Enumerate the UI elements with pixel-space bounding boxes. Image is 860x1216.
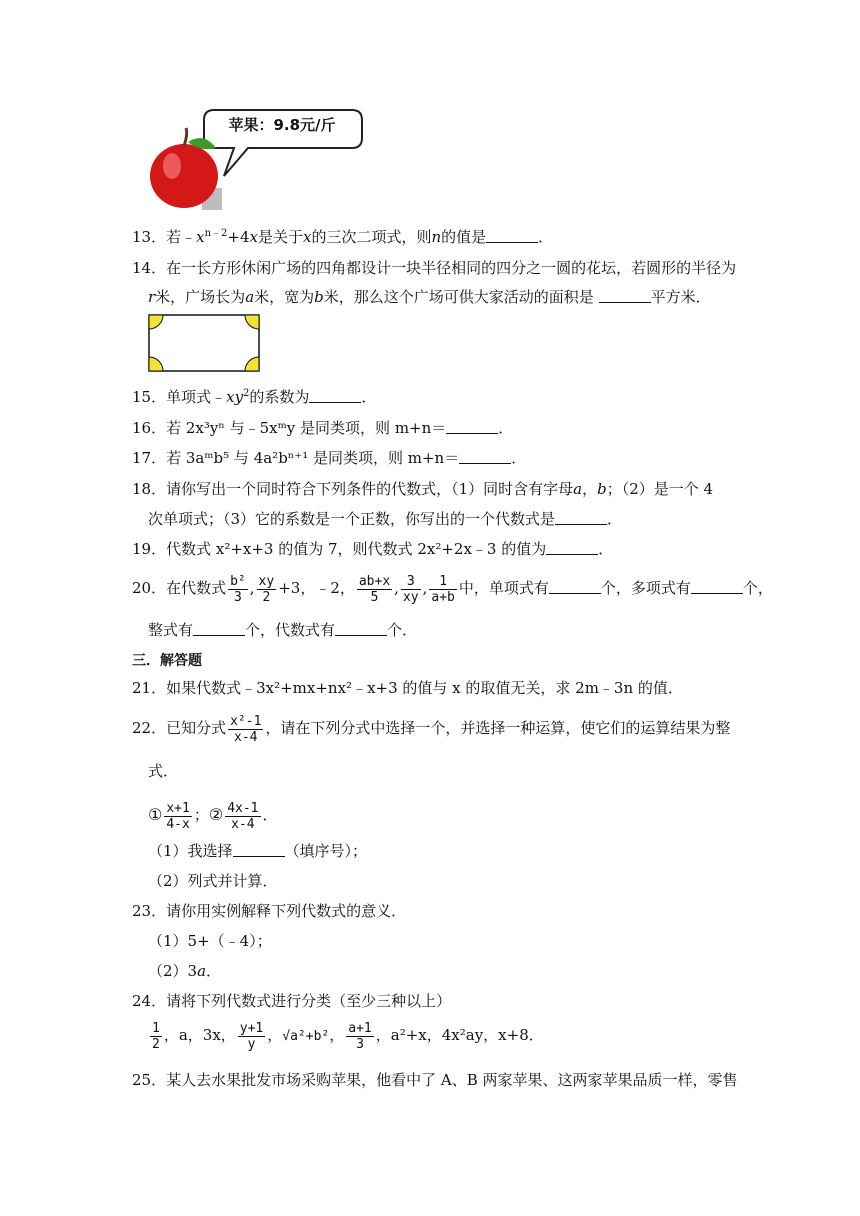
question-number: 13． xyxy=(132,228,167,246)
answer-blank[interactable] xyxy=(599,288,651,303)
question-22-line2: 式． xyxy=(148,762,179,780)
answer-blank[interactable] xyxy=(446,419,498,434)
fraction: $\frac{y+1}{y}$ xyxy=(239,1020,264,1052)
sqrt-expression: √a²+b² xyxy=(282,1029,330,1044)
question-17: 17．若 3aᵐb⁵ 与 4a²bⁿ⁺¹ 是同类项，则 m+n＝ ． xyxy=(132,449,527,467)
fraction: $\frac{3}{xy}$ xyxy=(402,573,419,605)
question-23-part2: （2）3a． xyxy=(148,962,222,980)
question-16: 16．若 2x³yⁿ 与﹣5xᵐy 是同类项，则 m+n＝ ． xyxy=(132,419,514,437)
question-21: 21．如果代数式﹣3x²+mx+nx²﹣x+3 的值与 x 的取值无关，求 2m﹣3n 的值． xyxy=(132,679,683,697)
fraction: $\frac{4x-1}{x-4}$ xyxy=(227,800,259,832)
answer-blank[interactable] xyxy=(549,579,601,594)
answer-blank[interactable] xyxy=(691,579,743,594)
answer-blank[interactable] xyxy=(459,449,511,464)
fraction: $\frac{xy}{2}$ xyxy=(258,573,275,605)
rectangle-plaza-figure xyxy=(148,314,260,376)
question-14: 14．在一长方形休闲广场的四角都设计一块半径相同的四分之一圆的花坛，若圆形的半径为 xyxy=(132,259,737,277)
answer-blank[interactable] xyxy=(546,540,598,555)
fraction: $\frac{ab+x}{5}$ xyxy=(358,573,391,605)
answer-blank[interactable] xyxy=(233,842,285,857)
question-24-expressions: $\frac{1}{2}$ ，a，3x， $\frac{y+1}{y}$ ，√a²+b²， $\frac{a+1}{3}$ ，a²+x，4x²ay，x+8． xyxy=(152,1020,544,1052)
question-23: 23．请你用实例解释下列代数式的意义． xyxy=(132,902,407,920)
question-19: 19．代数式 x²+x+3 的值为 7，则代数式 2x²+2x﹣3 的值为 ． xyxy=(132,540,614,558)
question-14-line2: r米，广场长为a米，宽为b米，那么这个广场可供大家活动的面积是 平方米． xyxy=(148,288,711,306)
fraction: $\frac{\text{x²-1}}{x-4}$ xyxy=(230,713,262,745)
price-label: 苹果：9.8元/斤 xyxy=(228,116,336,134)
question-24: 24．请将下列代数式进行分类（至少三种以上） xyxy=(132,992,452,1010)
question-15: 15．单项式$﹣xy^2$的系数为 ． xyxy=(132,388,377,406)
question-22-options: ① $\frac{x+1}{4-x}$ ；② $\frac{4x-1}{x-4}$ ． xyxy=(148,800,278,832)
answer-blank[interactable] xyxy=(335,621,387,636)
answer-blank[interactable] xyxy=(193,621,245,636)
question-22-part1: （1）我选择 （填序号）； xyxy=(148,842,368,860)
question-25: 25．某人去水果批发市场采购苹果，他看中了 A、B 两家苹果、这两家苹果品质一样，零售 xyxy=(132,1071,738,1089)
fraction: $\frac{\text{b²}}{3}$ xyxy=(230,573,246,605)
question-22: 22．已知分式 $\frac{\text{x²-1}}{x-4}$ ，请在下列分式中选择一个，并选择一种运算，使它们的运算结果为整 xyxy=(132,713,731,745)
fraction: $\frac{1}{a+b}$ xyxy=(431,573,455,605)
question-13: 13．若$﹣x^{n﹣2}+4x$是关于x的三次二项式，则n的值是 ． xyxy=(132,228,554,246)
question-23-part1: （1）5+（﹣4）； xyxy=(148,932,272,950)
apple-price-figure xyxy=(148,104,368,214)
question-18: 18．请你写出一个同时符合下列条件的代数式，（1）同时含有字母a，b；（2）是一个 4 xyxy=(132,480,714,498)
answer-blank[interactable] xyxy=(486,228,538,243)
fraction: $\frac{x+1}{4-x}$ xyxy=(166,800,190,832)
answer-blank[interactable] xyxy=(555,510,607,525)
fraction: $\frac{1}{2}$ xyxy=(152,1020,160,1052)
section-heading: 三．解答题 xyxy=(132,653,202,669)
question-22-part2: （2）列式并计算． xyxy=(148,872,278,890)
question-20-line2: 整式有 个，代数式有 个． xyxy=(148,621,418,639)
question-20: 20．在代数式 $\frac{\text{b²}}{3}$ , $\frac{xy}{2}$ +3，﹣2， $\frac{ab+x}{5}$ , $\frac{3}{xy}$ , $\frac{1}{a+b}$ 中，单项式有 个，多项式有 个， xyxy=(132,573,773,605)
fraction: $\frac{a+1}{3}$ xyxy=(348,1020,372,1052)
question-18-line2: 次单项式；（3）它的系数是一个正数，你写出的一个代数式是 ． xyxy=(148,510,623,528)
answer-blank[interactable] xyxy=(309,388,361,403)
